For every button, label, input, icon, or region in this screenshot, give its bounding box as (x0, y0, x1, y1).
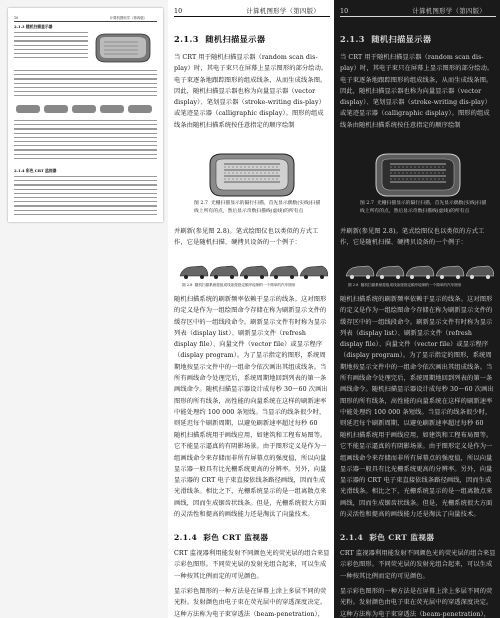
thumbnail-text-line (14, 124, 157, 125)
thumbnail-text-line (14, 32, 88, 33)
paragraph: 当 CRT 用于随机扫描显示器（random scan dis-play）时，其电子束只在屏幕上显示图形的部分绘动。电子束逐条地跟踪图形的组成线条，从而生成线条图。因此，随机扫描显示器也称为向量显示器（vector display）、笔划显示器（stroke-writing dis-play）或笔迹显示器（calligraphic display）。图形的组成线条由随机扫描系统按任意指定的顺序绘制 (340, 54, 494, 129)
section-number: 2.1.4 (174, 533, 198, 542)
paragraph: 随机扫描系统的刷新频率依赖于显示的线条。这对图形的定义是作为一组绘图命令存储在称为刷新显示文件的缓存区中的一组线段命令。刷新显示文件有时称为显示列表（display list）、刷新显示文件（refresh display file）、向量文件（vector file）或显示程序（display program）。为了显示指定的图形，系统周期地按显示文件中的一组命令依次画出其组成线条。当所有画线命令处理完后，系统周期地回到列表的第一条画线命令。随机扫描显示器设计成每秒 30～60 次画出图形的所有线条，高性能的向量系统在这样的刷新速率中能处理约 100 000 条短线。当显示的线条很少时，则延迟每个刷新周期，以避免刷新速率超过每秒 60 (174, 296, 328, 428)
thumbnail-text-line (14, 133, 157, 134)
thumbnail-text-line (14, 57, 88, 58)
page-view-light[interactable] (168, 0, 334, 618)
thumbnail-text-line (14, 120, 157, 121)
section-heading-213 (174, 34, 265, 45)
paragraph: 当 CRT 用于随机扫描显示器（random scan dis-play）时，其电子束只在屏幕上显示图形的部分绘动。电子束逐条地跟踪图形的组成线条，从而生成线条图。因此，随机扫描显示器也称为向量显示器（vector display）、笔划显示器（stroke-writing dis-play）或笔迹显示器（calligraphic display）。图形的组成线条由随机扫描系统按任意指定的顺序绘制 (174, 54, 328, 129)
paragraph: 随机扫描系统用于画线应用，如建筑和工程布局图等。它不能显示逼真的有阴影场景。由于图形定义是作为一组画线命令来存储而非所有屏幕点的强度值，所以向量显示器一般具有比光栅系统更高的分辨率。另外，向量显示器的 CRT 电子束直接依线条路径画线，因而生成光滑线条。相比之下，光栅系统显示的是一组离散点来画线，因而生成锯齿状线条。但是，光栅系统很大方面的灵活性和提高的画线能力还是淘汰了向量技术。 (340, 432, 493, 519)
thumbnail-text-line (14, 95, 157, 96)
thumbnail-text-line (14, 74, 157, 75)
page-number: 10 (340, 7, 349, 15)
thumbnail-section-title-2: 2.1.4 彩色 CRT 监视器 (14, 168, 57, 173)
section-number: 2.1.3 (174, 34, 199, 44)
thumbnail-text-line (14, 176, 157, 177)
thumbnail-text-line (14, 45, 88, 46)
section-title: 彩色 CRT 监视器 (203, 533, 269, 542)
thumbnail-text-line (14, 40, 88, 41)
figure-caption: 图 2.8 随机扫描系统将组成线条按指定顺序绘制的一个简单的汽车图形 (348, 283, 462, 287)
paragraph: 显示彩色图形的一种方法是在屏幕上涂上多层不同的荧光粉。发射颜色由电子束在荧光层中的穿透深度决定。这种方法称为电子束穿透法（beam-penetration）， (340, 588, 493, 618)
thumbnail-section-title: 2.1.3 随机扫描显示器 (14, 24, 53, 29)
thumbnail-text-line (14, 87, 157, 88)
car-figures (344, 262, 494, 282)
figure-caption: 图 2.7 光栅扫描显示的隔行扫描，首先显示偶数(实线)扫描线上所有的点，然后显示奇数扫描线(虚线)的所有点 (360, 201, 487, 214)
thumbnail-pane[interactable] (0, 0, 168, 618)
section-title: 随机扫描显示器 (371, 34, 432, 44)
page-view-dark[interactable] (334, 0, 500, 618)
thumbnail-text-line (14, 214, 157, 215)
section-heading-214 (340, 532, 434, 543)
thumbnail-text-line (14, 53, 88, 54)
paragraph: 随机扫描系统用于画线应用，如建筑和工程布局图等。它不能显示逼真的有阴影场景。由于图形定义是作为一组画线命令来存储而非所有屏幕点的强度值，所以向量显示器一般具有比光栅系统更高的分辨率。另外，向量显示器的 CRT 电子束直接依线条路径画线，因而生成光滑线条。相比之下，光栅系统显示的是一组离散点来画线，因而生成锯齿状线条。但是，光栅系统很大方面的灵活性和提高的画线能力还是淘汰了向量技术。 (174, 432, 327, 519)
thumbnail-text-line (14, 180, 157, 181)
paragraph: 并刷新(参见图 2.8)。笔式绘图仪也以类似的方式工作，它是随机扫描、硬拷贝设备的一个例子： (340, 228, 485, 247)
thumbnail-text-line (14, 210, 157, 211)
thumbnail-text-line (14, 184, 157, 185)
thumbnail-text-line (14, 193, 157, 194)
thumbnail-text-line (14, 205, 157, 206)
thumbnail-text-line (14, 141, 157, 142)
thumbnail-text-line (14, 158, 157, 159)
thumbnail-text-line (14, 78, 157, 79)
thumbnail-text-line (14, 201, 157, 202)
thumbnail-text-line (14, 189, 157, 190)
thumbnail-figure (92, 30, 154, 70)
thumbnail-text-line (14, 197, 157, 198)
thumbnail-car-figures (14, 102, 158, 116)
paragraph: 并刷新(参见图 2.8)。笔式绘图仪也以类似的方式工作，它是随机扫描、硬拷贝设备的一个例子： (174, 228, 319, 247)
crt-interlace-figure (204, 150, 300, 202)
thumbnail-header (14, 15, 157, 22)
paragraph: CRT 监视器利用能发射不同颜色光的荧光层的组合来显示彩色图形。不同荧光层的发射光组合起来，可以生成一种按其比例而定的可见颜色。 (340, 550, 496, 580)
section-number: 2.1.4 (340, 533, 364, 542)
crt-interlace-figure (370, 150, 466, 202)
book-title: 计算机图形学（第四版） (412, 7, 486, 15)
page-thumbnail[interactable] (8, 8, 163, 222)
paragraph: CRT 监视器利用能发射不同颜色光的荧光层的组合来显示彩色图形。不同荧光层的发射光组合起来，可以生成一种按其比例而定的可见颜色。 (174, 550, 330, 580)
section-heading-213 (340, 34, 431, 45)
paragraph: 随机扫描系统的刷新频率依赖于显示的线条。这对图形的定义是作为一组绘图命令存储在称为刷新显示文件的缓存区中的一组线段命令。刷新显示文件有时称为显示列表（display list）、刷新显示文件（refresh display file）、向量文件（vector file）或显示程序（display program）。为了显示指定的图形，系统周期地按显示文件中的一组命令依次画出其组成线条。当所有画线命令处理完后，系统周期地回到列表的第一条画线命令。随机扫描显示器设计成每秒 30～60 次画出图形的所有线条，高性能的向量系统在这样的刷新速率中能处理约 100 000 条短线。当显示的线条很少时，则延迟每个刷新周期，以避免刷新速率超过每秒 60 (340, 296, 494, 428)
thumbnail-text-line (14, 154, 157, 155)
figure-caption: 图 2.7 光栅扫描显示的隔行扫描，首先显示偶数(实线)扫描线上所有的点，然后显示奇数扫描线(虚线)的所有点 (194, 201, 321, 214)
section-title: 彩色 CRT 监视器 (369, 533, 435, 542)
figure-caption: 图 2.8 随机扫描系统将组成线条按指定顺序绘制的一个简单的汽车图形 (182, 283, 296, 287)
section-heading-214 (174, 532, 268, 543)
thumbnail-text-line (14, 91, 157, 92)
thumbnail-text-line (14, 70, 157, 71)
thumbnail-text-line (14, 83, 157, 84)
car-figures (178, 262, 328, 282)
paragraph: 显示彩色图形的一种方法是在屏幕上涂上多层不同的荧光粉。发射颜色由电子束在荧光层中的穿透深度决定。这种方法称为电子束穿透法（beam-penetration）， (174, 588, 327, 618)
thumbnail-text-line (14, 49, 88, 50)
thumbnail-text-line (14, 149, 157, 150)
thumbnail-text-line (14, 128, 157, 129)
thumbnail-book-title: 计算机图形学（第四版） (109, 16, 147, 20)
thumbnail-text-line (14, 145, 157, 146)
book-title: 计算机图形学（第四版） (246, 7, 320, 15)
thumbnail-text-line (14, 36, 88, 37)
page-number: 10 (174, 7, 183, 15)
thumbnail-text-line (14, 137, 157, 138)
page-header (174, 6, 330, 17)
section-number: 2.1.3 (340, 34, 365, 44)
section-title: 随机扫描显示器 (205, 34, 266, 44)
page-header (340, 6, 496, 17)
thumbnail-page-number: 10 (14, 16, 19, 20)
